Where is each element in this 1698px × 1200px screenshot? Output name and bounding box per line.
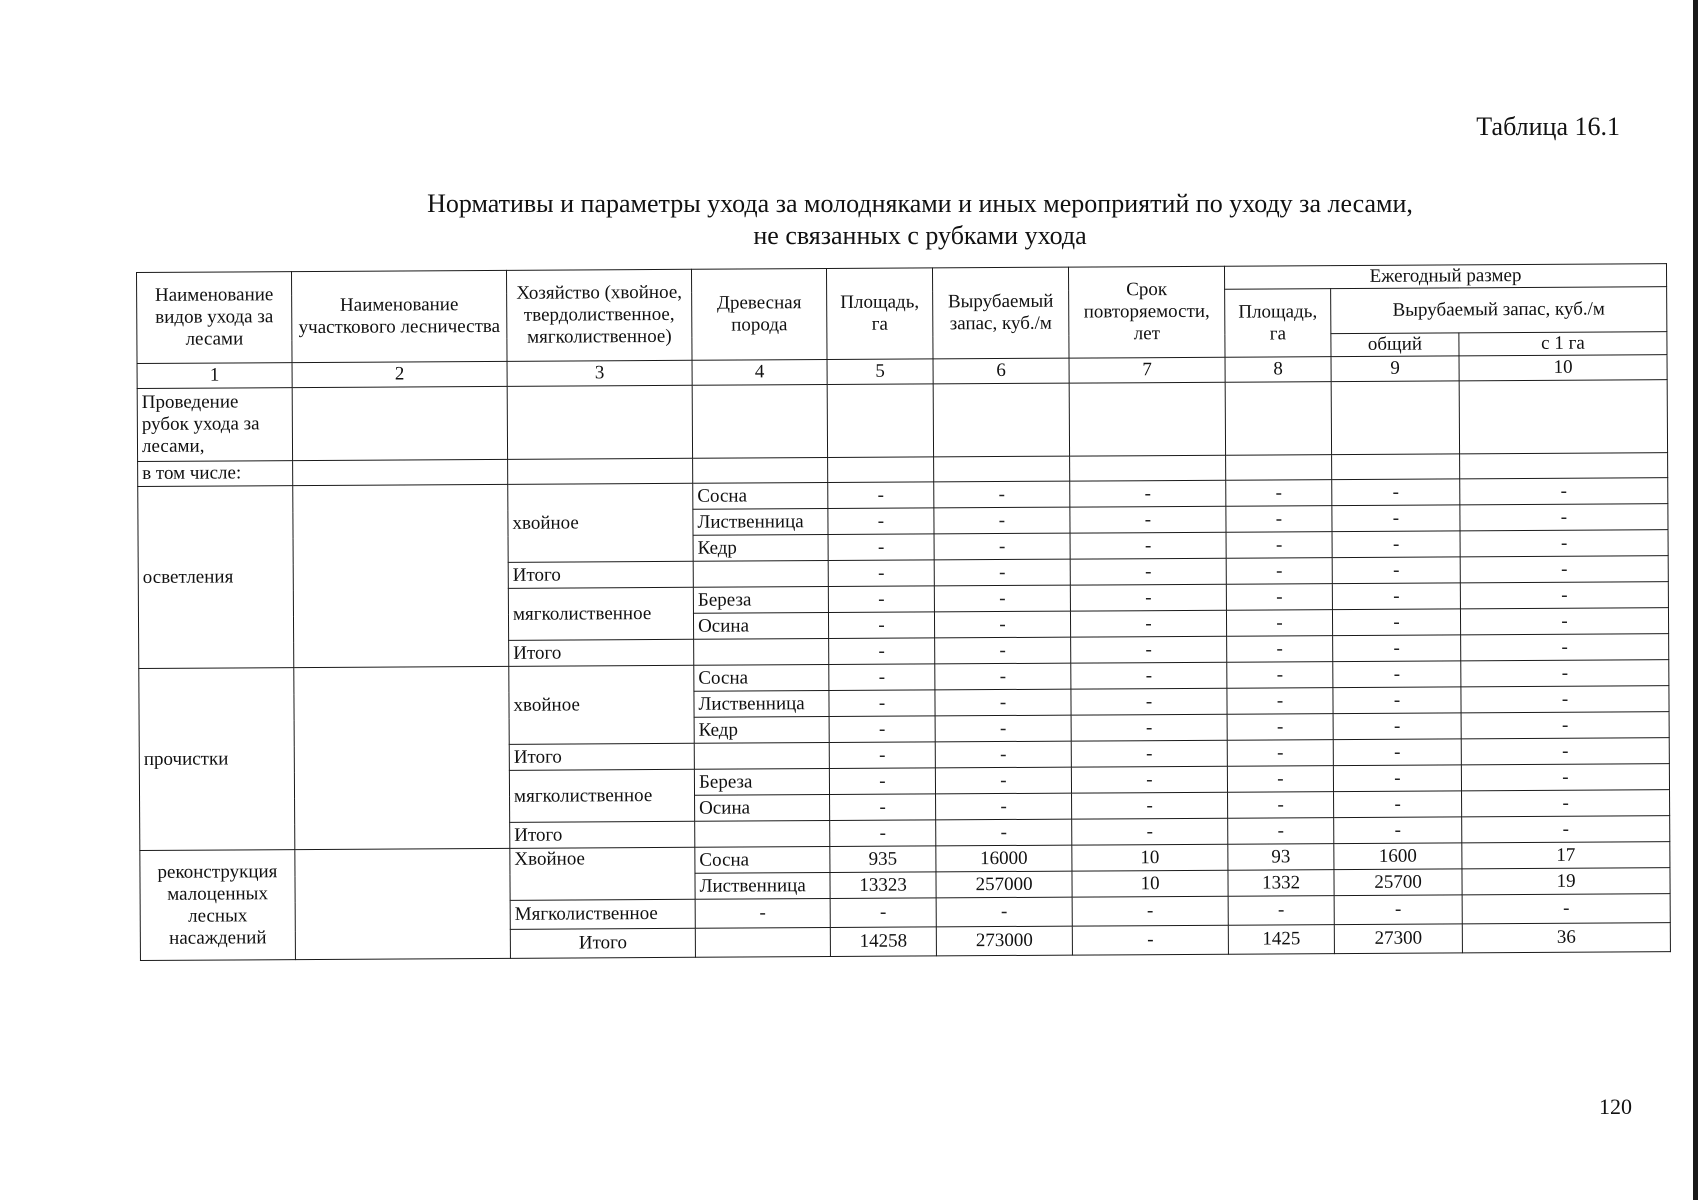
column-number: 8 [1225, 357, 1331, 383]
dash: - [935, 637, 1071, 664]
value-cell: 1600 [1334, 843, 1462, 870]
dash: - [1070, 558, 1226, 585]
page-number: 120 [1599, 1094, 1632, 1119]
value-cell: 1425 [1228, 925, 1334, 955]
dash: - [1228, 896, 1334, 926]
dash: - [935, 741, 1071, 768]
dash: - [1227, 740, 1333, 767]
dash: - [1226, 558, 1332, 585]
dash: - [935, 715, 1071, 742]
value-cell: 19 [1462, 868, 1670, 895]
dash: - [1334, 817, 1462, 844]
dash: - [1462, 894, 1670, 924]
dash: - [1460, 504, 1668, 531]
including-label: в том числе: [138, 461, 293, 487]
dash: - [1070, 532, 1226, 559]
dash: - [828, 482, 934, 509]
dash: - [828, 612, 934, 639]
value-cell: 935 [830, 846, 936, 873]
value-cell: 16000 [936, 845, 1072, 872]
intro-row-label: Проведение рубок ухода за лесами, [137, 388, 292, 462]
group-reconstruction: реконструкция малоценных лесных насаждений [140, 850, 296, 961]
norms-table [136, 263, 1671, 961]
dash: - [830, 820, 936, 847]
header-repeat-period: Срок повторяемости, лет [1068, 266, 1225, 358]
dash: - [1461, 712, 1669, 739]
value-cell: 25700 [1334, 869, 1462, 896]
species-cedar: Кедр [694, 717, 829, 744]
species-cedar: Кедр [693, 535, 828, 562]
dash: - [1461, 686, 1669, 713]
group-prochistki: прочистки [139, 668, 295, 851]
document-title [380, 188, 1460, 252]
header-volume: Вырубаемый запас, куб./м [932, 267, 1069, 359]
header-forestry: Наименование участкового лесничества [292, 270, 508, 362]
dash: - [934, 507, 1070, 534]
dash: - [1333, 713, 1461, 740]
dash: - [1460, 556, 1668, 583]
dash: - [1333, 739, 1461, 766]
header-total-volume: общий [1331, 333, 1459, 357]
dash: - [1462, 816, 1670, 843]
dash: - [695, 899, 830, 929]
dash: - [1226, 480, 1332, 507]
value-cell: 36 [1462, 923, 1670, 953]
dash: - [1460, 608, 1668, 635]
dash: - [830, 794, 936, 821]
dash: - [934, 481, 1070, 508]
scan-edge [1693, 0, 1698, 1200]
dash: - [828, 534, 934, 561]
header-area: Площадь, га [826, 268, 933, 360]
dash: - [1462, 790, 1670, 817]
dash: - [1227, 766, 1333, 793]
dash: - [1072, 896, 1228, 926]
species-birch: Береза [694, 769, 829, 796]
dash: - [936, 793, 1072, 820]
dash: - [1332, 479, 1460, 506]
dash: - [1334, 791, 1462, 818]
dash: - [829, 716, 935, 743]
dash: - [1071, 662, 1227, 689]
dash: - [1071, 714, 1227, 741]
dash: - [1070, 584, 1226, 611]
dash: - [1333, 661, 1461, 688]
dash: - [1226, 610, 1332, 637]
column-number: 3 [507, 360, 692, 386]
dash: - [1072, 818, 1228, 845]
dash: - [1333, 635, 1461, 662]
header-type-of-care: Наименование видов ухода за лесами [137, 272, 293, 364]
farm-total: Итого [509, 743, 694, 770]
dash: - [934, 611, 1070, 638]
dash: - [1460, 478, 1668, 505]
dash: - [1071, 740, 1227, 767]
dash: - [934, 559, 1070, 586]
value-cell: - [1072, 925, 1228, 955]
dash: - [1332, 505, 1460, 532]
dash: - [935, 663, 1071, 690]
dash: - [934, 533, 1070, 560]
dash: - [1460, 530, 1668, 557]
dash: - [1070, 610, 1226, 637]
dash: - [1461, 764, 1669, 791]
value-cell: 10 [1072, 844, 1228, 871]
header-annual-size: Ежегодный размер [1224, 264, 1666, 290]
dash: - [1226, 506, 1332, 533]
dash: - [1070, 480, 1226, 507]
value-cell: 13323 [830, 872, 936, 899]
dash: - [828, 508, 934, 535]
farm-conifer: хвойное [509, 665, 694, 744]
column-number: 2 [292, 361, 507, 387]
dash: - [1070, 506, 1226, 533]
farm-soft: мягколиственное [508, 587, 693, 640]
column-number: 1 [137, 363, 292, 389]
dash: - [1333, 765, 1461, 792]
dash: - [1226, 532, 1332, 559]
species-pine: Сосна [694, 665, 829, 692]
column-number: 10 [1459, 355, 1667, 381]
column-number: 7 [1069, 357, 1225, 383]
title-line-2: не связанных с рубками ухода [753, 221, 1087, 250]
species-pine: Сосна [693, 483, 828, 510]
species-aspen: Осина [693, 613, 828, 640]
value-cell: 27300 [1334, 924, 1462, 954]
dash: - [1332, 531, 1460, 558]
dash: - [1228, 818, 1334, 845]
title-line-1: Нормативы и параметры ухода за молодняками и иных мероприятий по уходу за лесами, [427, 189, 1413, 218]
dash: - [1227, 714, 1333, 741]
dash: - [828, 560, 934, 587]
group-osvetleniya: осветления [138, 486, 294, 669]
species-larch: Лиственница [694, 691, 829, 718]
dash: - [1461, 660, 1669, 687]
dash: - [935, 767, 1071, 794]
species-pine: Сосна [695, 847, 830, 874]
dash: - [1072, 792, 1228, 819]
dash: - [1071, 636, 1227, 663]
column-number: 9 [1331, 356, 1459, 382]
dash: - [830, 898, 936, 928]
column-number: 6 [933, 358, 1069, 384]
dash: - [828, 586, 934, 613]
dash: - [1227, 662, 1333, 689]
dash: - [1461, 738, 1669, 765]
dash: - [1333, 687, 1461, 714]
table-label: Таблица 16.1 [1476, 112, 1620, 141]
dash: - [1226, 584, 1332, 611]
value-cell: 14258 [830, 927, 936, 957]
farm-total: Итого [509, 639, 694, 666]
dash: - [1071, 688, 1227, 715]
header-per-ha: с 1 га [1459, 332, 1667, 356]
header-annual-volume: Вырубаемый запас, куб./м [1331, 287, 1667, 334]
species-larch: Лиственница [695, 873, 830, 900]
dash: - [829, 690, 935, 717]
dash: - [936, 897, 1072, 927]
column-number: 5 [827, 359, 933, 385]
farm-soft: мягколиственное [509, 769, 694, 822]
value-cell: 1332 [1228, 870, 1334, 897]
farm-conifer: хвойное [508, 483, 693, 562]
dash: - [829, 768, 935, 795]
value-cell: 257000 [936, 871, 1072, 898]
dash: - [1332, 583, 1460, 610]
dash: - [1227, 636, 1333, 663]
farm-total: Итого [510, 928, 695, 958]
dash: - [1227, 688, 1333, 715]
value-cell: 17 [1462, 842, 1670, 869]
value-cell: 10 [1072, 870, 1228, 897]
dash: - [1228, 792, 1334, 819]
dash: - [1461, 634, 1669, 661]
header-species: Древесная порода [691, 269, 827, 361]
species-birch: Береза [693, 587, 828, 614]
dash: - [936, 819, 1072, 846]
farm-conifer: Хвойное [510, 847, 695, 900]
species-larch: Лиственница [693, 509, 828, 536]
dash: - [1332, 557, 1460, 584]
species-aspen: Осина [695, 795, 830, 822]
dash: - [829, 638, 935, 665]
dash: - [1334, 895, 1462, 925]
dash: - [829, 742, 935, 769]
dash: - [1332, 609, 1460, 636]
dash: - [1071, 766, 1227, 793]
farm-total: Итого [508, 561, 693, 588]
column-number: 4 [692, 360, 827, 386]
dash: - [829, 664, 935, 691]
header-farm-type: Хозяйство (хвойное, твердолиственное, мягколиственное) [506, 269, 692, 361]
header-annual-area: Площадь, га [1225, 289, 1331, 358]
dash: - [935, 689, 1071, 716]
farm-soft: Мягколиственное [510, 899, 695, 929]
dash: - [934, 585, 1070, 612]
farm-total: Итого [510, 821, 695, 848]
dash: - [1460, 582, 1668, 609]
value-cell: 273000 [936, 926, 1072, 956]
value-cell: 93 [1228, 844, 1334, 871]
